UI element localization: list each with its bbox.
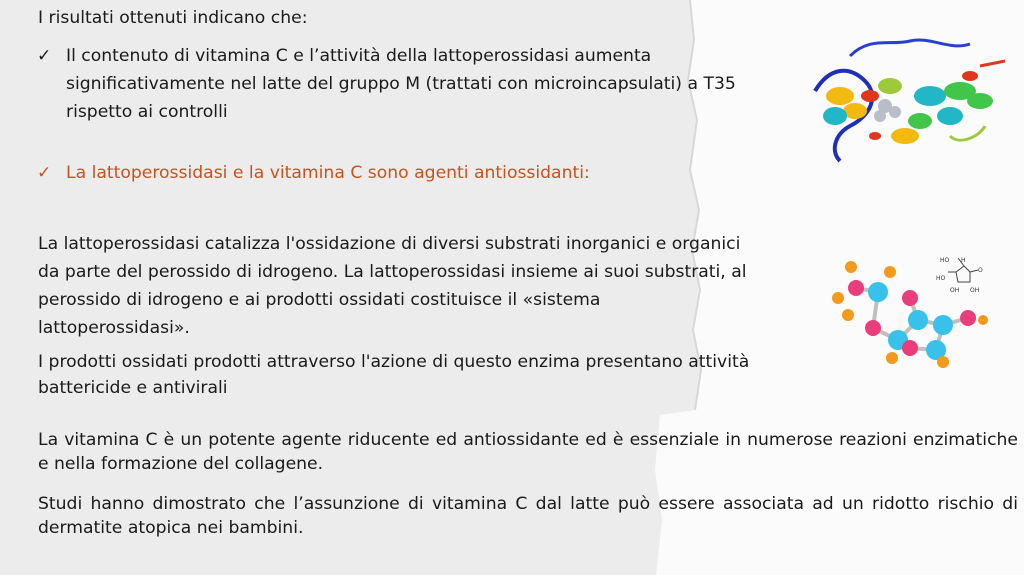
para1-line4: lattoperossidasi». — [38, 318, 190, 338]
protein-structure-image — [810, 36, 1010, 168]
para3-text: La vitamina C è un potente agente riducente ed antiossidante ed è essenziale in numerose reazioni enzimatiche e nella formazione del collagene. — [38, 430, 1018, 474]
structure-label-h: H — [961, 257, 966, 264]
bullet2-text: La lattoperossidasi e la vitamina C sono agenti antiossidanti: — [66, 163, 590, 183]
structure-label-oh: OH — [970, 287, 980, 294]
para2-line1: I prodotti ossidati prodotti attraverso l'azione di questo enzima presentano attività — [38, 352, 750, 372]
structure-label-ho-3: OH — [950, 287, 960, 294]
structure-label-ho-2: HO — [936, 275, 946, 282]
bullet1-line2: significativamente nel latte del gruppo M (trattati con microincapsulati) a T35 — [66, 74, 736, 94]
para4-text: Studi hanno dimostrato che l’assunzione di vitamina C dal latte può essere associata ad un ridotto rischio di dermatite atopica nei bambini. — [38, 494, 1018, 538]
para1-line3: perossido di idrogeno e ai prodotti ossidati costituisce il «sistema — [38, 290, 601, 310]
bullet1-line3: rispetto ai controlli — [66, 102, 228, 122]
intro-text: I risultati ottenuti indicano che: — [38, 8, 308, 28]
structure-label-o: O — [978, 267, 983, 274]
para1-line2: da parte del perossido di idrogeno. La lattoperossidasi insieme ai suoi substrati, al — [38, 262, 747, 282]
vitamin-c-molecule-image — [818, 250, 998, 370]
checkmark-icon: ✓ — [37, 46, 52, 66]
checkmark-icon: ✓ — [37, 163, 52, 183]
para1-line1: La lattoperossidasi catalizza l'ossidazione di diversi substrati inorganici e organici — [38, 234, 741, 254]
bullet1-line1: Il contenuto di vitamina C e l’attività della lattoperossidasi aumenta — [66, 46, 652, 66]
para2-line2: battericide e antivirali — [38, 378, 228, 398]
structure-label-ho: HO — [940, 257, 950, 264]
